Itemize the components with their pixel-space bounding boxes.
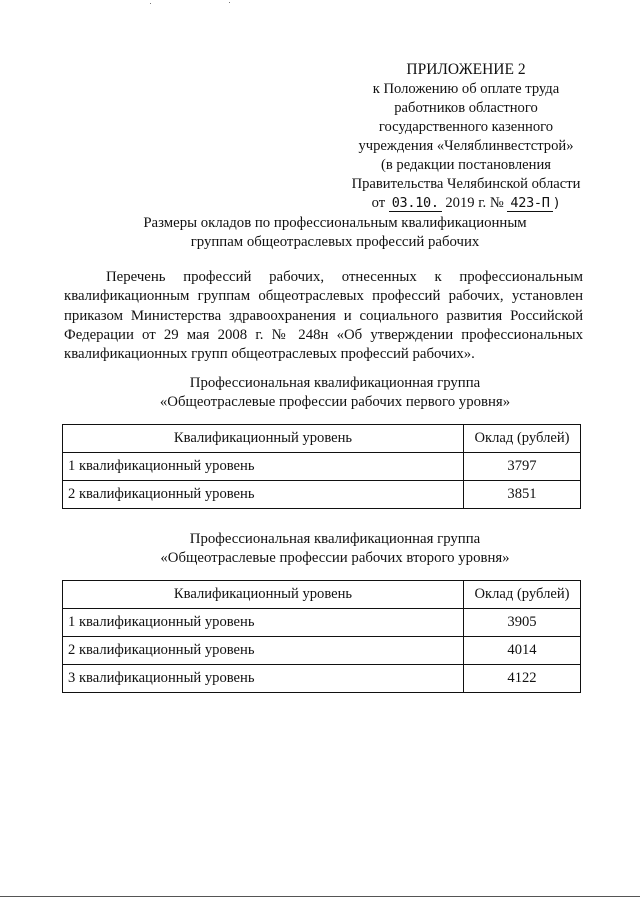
appendix-title: ПРИЛОЖЕНИЕ 2 xyxy=(406,61,526,78)
salary-cell: 3851 xyxy=(464,481,581,509)
table-row xyxy=(63,609,581,637)
intro-paragraph: Перечень профессий рабочих, отнесенных к профессиональным квалификационным группам общеотраслевых профессий рабочих, установлен приказом Министерства здравоохранения и социального развития Российской Федерации от 29 мая 2008 г. № 248н «Об утверждении профессиональных квалификационных групп общеотраслевых профессий рабочих». xyxy=(64,269,583,363)
salary-cell: 4014 xyxy=(464,637,581,665)
salary-cell: 3797 xyxy=(464,453,581,481)
closing-paren: ) xyxy=(552,195,561,211)
appendix-line: к Положению об оплате труда xyxy=(372,81,560,97)
table-row xyxy=(63,637,581,665)
document-number-stamp: 423-П xyxy=(507,196,552,212)
column-header-salary: Оклад (рублей) xyxy=(464,425,581,453)
salary-table-second-level xyxy=(62,580,581,693)
appendix-line: Правительства Челябинской области xyxy=(351,176,581,192)
salary-cell: 3905 xyxy=(464,609,581,637)
table-header-row xyxy=(63,425,581,453)
salary-table-first-level xyxy=(62,424,581,509)
level-cell: 1 квалификационный уровень xyxy=(63,453,464,481)
document-heading xyxy=(60,214,610,252)
year-and-number-label: 2019 г. № xyxy=(445,195,504,211)
appendix-line: (в редакции постановления xyxy=(381,157,551,173)
table-row xyxy=(63,481,581,509)
salary-cell: 4122 xyxy=(464,665,581,693)
group-title-line: Профессиональная квалификационная группа xyxy=(189,531,481,547)
column-header-level: Квалификационный уровень xyxy=(63,581,464,609)
group-title-line: «Общеотраслевые профессии рабочих первого уровня» xyxy=(159,394,511,410)
scan-speck xyxy=(150,3,151,4)
level-cell: 2 квалификационный уровень xyxy=(63,637,464,665)
scan-edge-line xyxy=(0,896,640,897)
group-title-second-level xyxy=(60,530,610,568)
scan-speck xyxy=(229,2,230,3)
column-header-salary: Оклад (рублей) xyxy=(464,581,581,609)
table-header-row xyxy=(63,581,581,609)
table-row xyxy=(63,665,581,693)
date-prefix: от xyxy=(371,195,386,211)
group-title-first-level xyxy=(60,374,610,412)
level-cell: 1 квалификационный уровень xyxy=(63,609,464,637)
date-stamp: 03.10. xyxy=(389,196,442,212)
group-title-line: Профессиональная квалификационная группа xyxy=(189,375,481,391)
appendix-date-line xyxy=(320,194,612,213)
level-cell: 3 квалификационный уровень xyxy=(63,665,464,693)
heading-line: Размеры окладов по профессиональным квалификационным xyxy=(143,215,527,231)
table-row xyxy=(63,453,581,481)
appendix-line: учреждения «Челяблинвестстрой» xyxy=(358,138,574,154)
appendix-line: государственного казенного xyxy=(378,119,554,135)
group-title-line: «Общеотраслевые профессии рабочих второго уровня» xyxy=(160,550,510,566)
appendix-block xyxy=(320,60,612,213)
appendix-line: работников областного xyxy=(394,100,538,116)
column-header-level: Квалификационный уровень xyxy=(63,425,464,453)
level-cell: 2 квалификационный уровень xyxy=(63,481,464,509)
heading-line: группам общеотраслевых профессий рабочих xyxy=(190,234,480,250)
